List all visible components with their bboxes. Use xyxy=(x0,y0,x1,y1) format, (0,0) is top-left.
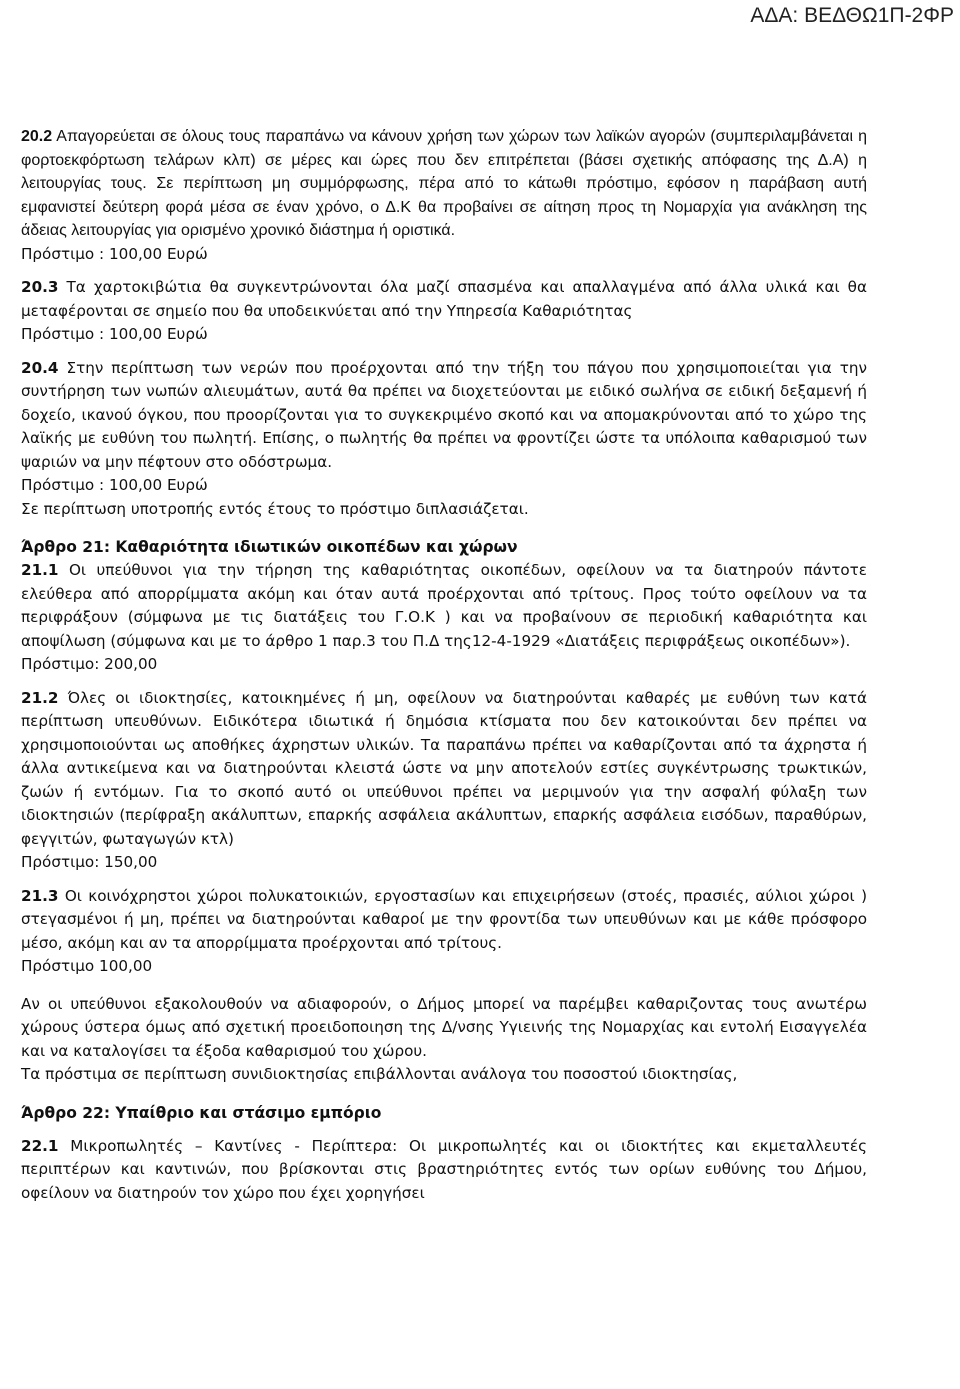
fine-20-4: Πρόστιμο : 100,00 Ευρώ xyxy=(21,476,208,494)
section-number: 22.1 xyxy=(21,1136,59,1155)
fine-21-3: Πρόστιμο 100,00 xyxy=(21,957,153,975)
fine-21-2: Πρόστιμο: 150,00 xyxy=(21,853,158,871)
fine-21-1: Πρόστιμο: 200,00 xyxy=(21,655,158,673)
section-text: Όλες οι ιδιοκτησίες, κατοικημένες ή μη, οφείλουν να διατηρούνται καθαρές με ευθύνη των κατά περίπτωση υπευθύνων. Ειδικότερα ιδιωτικά ή δημόσια κτίσματα που δεν κατοικούνται δεν πρέπει να χρησιμοποιούνται ως αποθήκες άχρηστων υλικών. Τα παραπάνω πρέπει να καθαρίζονται από τα άχρηστα ή άλλα αντικείμενα και να διατηρούνται κλειστά ώστε να μην αποτελούν εστίες συγκέντρωσης τρωκτικών, ζωών ή εντόμων. Για το σκοπό αυτό οι υπεύθυνοι πρέπει να μεριμνούν για την ασφαλή φύλαξη των ιδιοκτησιών (περίφραξη ακάλυπτων, επαρκής ασφάλεια ακάλυπτων, επαρκής ασφάλεια εισόδων, παραθύρων, φεγγιτών, φωταγωγών κτλ) xyxy=(21,688,867,848)
article-22-title: Άρθρο 22: Υπαίθριο και στάσιμο εμπόριο xyxy=(21,1103,382,1122)
section-text: Οι υπεύθυνοι για την τήρηση της καθαριότητας οικοπέδων, οφείλουν να τα διατηρούν πάντοτε ελεύθερα από απορρίμματα ακόμη και όταν αυτά προέρχονται από τρίτους. Προς τούτο οφείλουν να τα περιφράξουν (σύμφωνα με τις διατάξεις του Γ.Ο.Κ ) και να προβαίνουν σε περιοδική καθαριότητα και αποψίλωση (σύμφωνα και με το άρθρο 1 παρ.3 του Π.Δ της12-4-1929 «Διατάξεις περιφράξεως οικοπέδων»). xyxy=(21,561,867,650)
section-text: Απαγορεύεται σε όλους τους παραπάνω να κάνουν χρήση των χώρων των λαϊκών αγορών (συμπεριλαμβάνεται η φορτοεκφόρτωση τελάρων κλπ) σε μέρες και ώρες που δεν επιτρέπεται (βάσει σχετικής απόφασης της Δ.Α) η λειτουργίας τους. Σε περίπτωση μη συμμόρφωσης, πέρα από το κάτωθι πρόστιμο, εφόσον η παράβαση αυτή εμφανιστεί δεύτερη φορά μέσα σε έναν χρόνο, ο Δ.Κ θα προβαίνει σε αίτηση προς τη Νομαρχία για ανάκληση της άδειας λειτουργίας για ορισμένο χρονικό διάστημα ή οριστικά. xyxy=(21,128,867,239)
ada-code: ΑΔΑ: ΒΕΔΘΩ1Π-2ΦΡ xyxy=(750,4,954,27)
paragraph-21-1 xyxy=(21,559,867,653)
fine-20-3: Πρόστιμο : 100,00 Ευρώ xyxy=(21,325,208,343)
paragraph-20-4 xyxy=(21,357,867,475)
section-text: Οι κοινόχρηστοι χώροι πολυκατοικιών, εργοστασίων και επιχειρήσεων (στοές, πρασιές, αύλιοι χώροι ) στεγασμένοι ή μη, πρέπει να διατηρούνται καθαροί με την φροντίδα των υπευθύνων και με κάθε πρόσφορο μέσο, ακόμη και αν τα απορρίμματα προέρχονται από τρίτους. xyxy=(21,886,867,952)
section-text: Στην περίπτωση των νερών που προέρχονται από την τήξη του πάγου που χρησιμοποιείται για την συντήρηση των νωπών αλιευμάτων, αυτά θα πρέπει να διοχετεύονται με ειδικό σωλήνα σε ειδική δεξαμενή ή δοχείο, ικανού όγκου, που προορίζονται για το συγκεκριμένο σκοπό και να απομακρύνονται από το χώρο της λαϊκής με ευθύνη του πωλητή. Επίσης, ο πωλητής θα πρέπει να φροντίζει ώστε τα υπόλοιπα καθαρισμού των ψαριών να μην πέφτουν στο οδόστρωμα. xyxy=(21,358,867,471)
paragraph-22-1 xyxy=(21,1135,867,1206)
section-text: Μικροπωλητές – Καντίνες - Περίπτερα: Οι μικροπωλητές και οι ιδιοκτήτες και εκμεταλλευτές περιπτέρων και καντινών, που βρίσκονται στις βραστηριότητες εντός των ορίων ευθύνης του Δήμου, οφείλουν να διατηρούν τον χώρο που έχει χορηγήσει xyxy=(21,1136,867,1202)
paragraph-coownership: Τα πρόστιμα σε περίπτωση συνιδιοκτησίας επιβάλλονται ανάλογα του ποσοστού ιδιοκτησίας, xyxy=(21,1065,738,1083)
section-number: 20.2 xyxy=(21,128,53,145)
article-21-title: Άρθρο 21: Καθαριότητα ιδιωτικών οικοπέδων και χώρων xyxy=(21,538,518,556)
paragraph-20-2 xyxy=(21,125,867,243)
section-number: 20.3 xyxy=(21,278,59,296)
section-number: 21.1 xyxy=(21,561,59,579)
fine-20-2: Πρόστιμο : 100,00 Ευρώ xyxy=(21,244,208,263)
paragraph-neglect: Αν οι υπεύθυνοι εξακολουθούν να αδιαφορούν, ο Δήμος μπορεί να παρέμβει καθαριζοντας τους ανωτέρω χώρους ύστερα όμως από σχετική προειδοποιηση της Δ/νσης Υγιεινής της Νομαρχίας και εντολή Εισαγγελέα και να καταλογίσει τα έξοδα καθαρισμού του χώρου. xyxy=(21,994,867,1060)
section-number: 21.2 xyxy=(21,688,59,707)
section-number: 21.3 xyxy=(21,886,59,905)
paragraph-21-2 xyxy=(21,687,867,852)
paragraph-20-3 xyxy=(21,276,867,323)
document-body xyxy=(21,125,867,1205)
repeat-offense-note: Σε περίπτωση υποτροπής εντός έτους το πρόστιμο διπλασιάζεται. xyxy=(21,499,529,518)
section-text: Τα χαρτοκιβώτια θα συγκεντρώνονται όλα μαζί σπασμένα και απαλλαγμένα από άλλα υλικά και θα μεταφέρονται σε σημείο που θα υποδεικνύεται από την Υπηρεσία Καθαριότητας xyxy=(21,278,867,320)
paragraph-21-3 xyxy=(21,885,867,956)
section-number: 20.4 xyxy=(21,358,59,377)
